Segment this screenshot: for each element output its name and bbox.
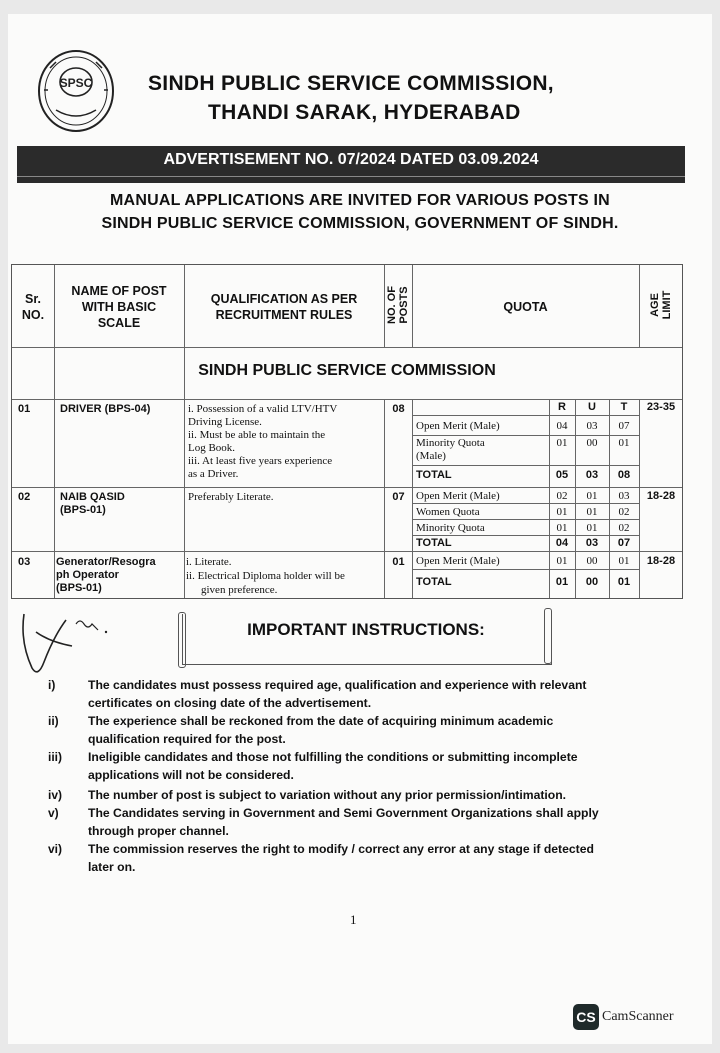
spsc-logo: [36, 48, 116, 134]
instruction-number: vi): [48, 842, 63, 856]
instruction-number: iv): [48, 788, 63, 802]
list-item: The experience shall be reckoned from the date of acquiring minimum academic qualification required for the post.: [88, 714, 554, 746]
org-name: SINDH PUBLIC SERVICE COMMISSION,: [148, 72, 554, 95]
list-item: Ineligible candidates and those not fulfilling the conditions or submitting incomplete applications will not be considered.: [88, 750, 578, 782]
camscanner-label: CamScanner: [602, 1009, 674, 1024]
intro-heading: MANUAL APPLICATIONS ARE INVITED FOR VARIOUS POSTS IN SINDH PUBLIC SERVICE COMMISSION, GOVERNMENT OF SINDH.: [101, 192, 619, 232]
instruction-number: v): [48, 806, 59, 820]
posts-table: Sr. NO. NAME OF POST WITH BASIC SCALE QUALIFICATION AS PER RECRUITMENT RULES NO. OF POSTS QUOTA AGE LIMIT SINDH PUBLIC SERVICE COMMISSION 01 DRIVER (BPS-04) i. Possession of a valid LTV/HTV Driving License. ii. Must be able to maintain the Log Book. iii. At least five years experience as a Driver. 08 R U T Open Merit (Male) 04 03 07 Minority Quota (Male) 01 00 01 TOTAL 05 03 08 23-35 02 NAIB QASID (BPS-01) Preferably Literate. 07 Open Merit (Male) 02 01 03 Women Quota 01 01 02 Minority Quota 01 01 02 TOTAL 04 03 07 18-28 03 Generator/Resogra ph Operator (BPS-01) i. Literate. ii. Electrical Diploma holder will be given preference. 01 Open Merit (Male) 01 00 01 TOTAL 01 00 01 18-28: [11, 264, 683, 599]
list-item: The candidates must possess required age, qualification and experience with relevant certificates on closing date of the advertisement.: [88, 678, 587, 710]
instructions-title: IMPORTANT INSTRUCTIONS:: [247, 620, 485, 639]
col-header-sr: Sr. NO.: [21, 292, 45, 322]
col-header-post: NAME OF POST WITH BASIC SCALE: [71, 284, 167, 330]
camscanner-watermark: [573, 1004, 674, 1030]
instruction-number: ii): [48, 714, 59, 728]
org-address: THANDI SARAK, HYDERABAD: [208, 101, 521, 124]
col-header-posts: NO. OF POSTS: [386, 286, 410, 324]
signature-mark: [14, 602, 124, 684]
col-header-quota: QUOTA: [503, 300, 548, 314]
list-item: The Candidates serving in Government and Semi Government Organizations shall apply through proper channel.: [88, 806, 599, 838]
instruction-number: i): [48, 678, 56, 692]
list-item: The commission reserves the right to modify / correct any error at any stage if detected later on.: [88, 842, 594, 874]
advertisement-banner: ADVERTISEMENT NO. 07/2024 DATED 03.09.2024: [17, 146, 685, 183]
col-header-qualification: QUALIFICATION AS PER RECRUITMENT RULES: [210, 292, 358, 322]
instruction-number: iii): [48, 750, 62, 764]
page-number: 1: [350, 912, 357, 927]
list-item: The number of post is subject to variation without any prior permission/intimation.: [88, 788, 567, 802]
section-title: SINDH PUBLIC SERVICE COMMISSION: [198, 362, 496, 379]
camscanner-icon: CS: [573, 1004, 599, 1030]
col-header-age: AGE LIMIT: [649, 290, 673, 320]
svg-text:SPSC: SPSC: [59, 76, 93, 90]
